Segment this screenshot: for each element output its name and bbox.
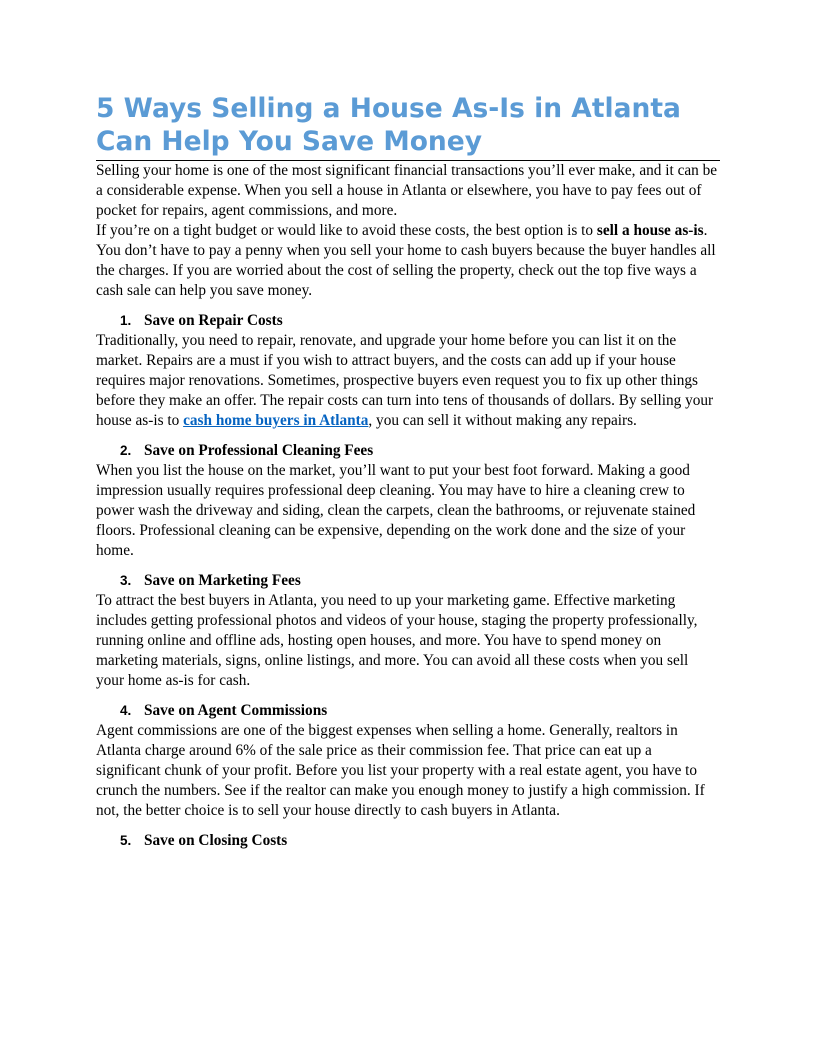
section-heading-text: Save on Repair Costs [144,312,283,329]
section-heading-closing-costs [96,831,720,851]
title-line-1: 5 Ways Selling a House As-Is in Atlanta [96,93,681,124]
document-page [96,92,720,851]
document-title [96,92,720,161]
intro-paragraph-2 [96,221,720,301]
section-heading-text: Save on Closing Costs [144,832,288,849]
section-paragraph-agent-commissions: Agent commissions are one of the biggest expenses when selling a home. Generally, realtors in Atlanta charge around 6% of the sale price as their commission fee. That price can eat up a significant chunk of your profit. Before you list your property with a real estate agent, you have to crunch the numbers. See if the realtor can make you enough money to justify a high commission. If not, the better choice is to sell your house directly to cash buyers in Atlanta. [96,722,705,819]
section-heading-text: Save on Marketing Fees [144,572,301,589]
section-heading-text: Save on Professional Cleaning Fees [144,442,374,459]
list-number: 1. [120,313,132,328]
section-text-before-link: Traditionally, you need to repair, renovate, and upgrade your home before you can list it on the market. Repairs are a must if you wish to attract buyers, and the costs can add up if your house requires major renovations. Sometimes, prospective buyers even request you to fix up other things before they make an offer. The repair costs can turn into tens of thousands of dollars. By selling your house as-is to [96,332,714,429]
intro-p2-text-before: If you’re on a tight budget or would like to avoid these costs, the best option is to [96,222,597,239]
section-heading-cleaning-fees [96,441,720,461]
list-number: 2. [120,443,132,458]
section-heading-agent-commissions [96,701,720,721]
section-heading-repair-costs [96,311,720,331]
intro-paragraph-1: Selling your home is one of the most significant financial transactions you’ll ever make, and it can be a considerable expense. When you sell a house in Atlanta or elsewhere, you have to pay fees out of pocket for repairs, agent commissions, and more. [96,162,718,219]
section-heading-marketing-fees [96,571,720,591]
section-paragraph-marketing-fees: To attract the best buyers in Atlanta, you need to up your marketing game. Effective marketing includes getting professional photos and videos of your house, staging the property professionally, running online and offline ads, hosting open houses, and more. You have to spend money on marketing materials, signs, online listings, and more. You can avoid all these costs when you sell your home as-is for cash. [96,592,698,689]
section-heading-text: Save on Agent Commissions [144,702,328,719]
list-number: 5. [120,833,132,848]
section-paragraph-repair-costs [96,331,720,431]
title-line-2: Can Help You Save Money [96,126,483,157]
section-paragraph-cleaning-fees: When you list the house on the market, you’ll want to put your best foot forward. Making a good impression usually requires professional deep cleaning. You may have to hire a cleaning crew to power wash the driveway and siding, clean the carpets, clean the bathrooms, or rejuvenate stained floors. Professional cleaning can be expensive, depending on the work done and the size of your home. [96,462,696,559]
section-text-after-link: , you can sell it without making any repairs. [368,412,637,429]
intro-p2-text-after: . You don’t have to pay a penny when you sell your home to cash buyers because the buyer handles all the charges. If you are worried about the cost of selling the property, check out the top five ways a cash sale can help you save money. [96,222,716,299]
list-number: 3. [120,573,132,588]
intro-p2-bold-phrase: sell a house as-is [596,222,704,239]
list-number: 4. [120,703,132,718]
cash-home-buyers-link[interactable]: cash home buyers in Atlanta [183,412,369,429]
